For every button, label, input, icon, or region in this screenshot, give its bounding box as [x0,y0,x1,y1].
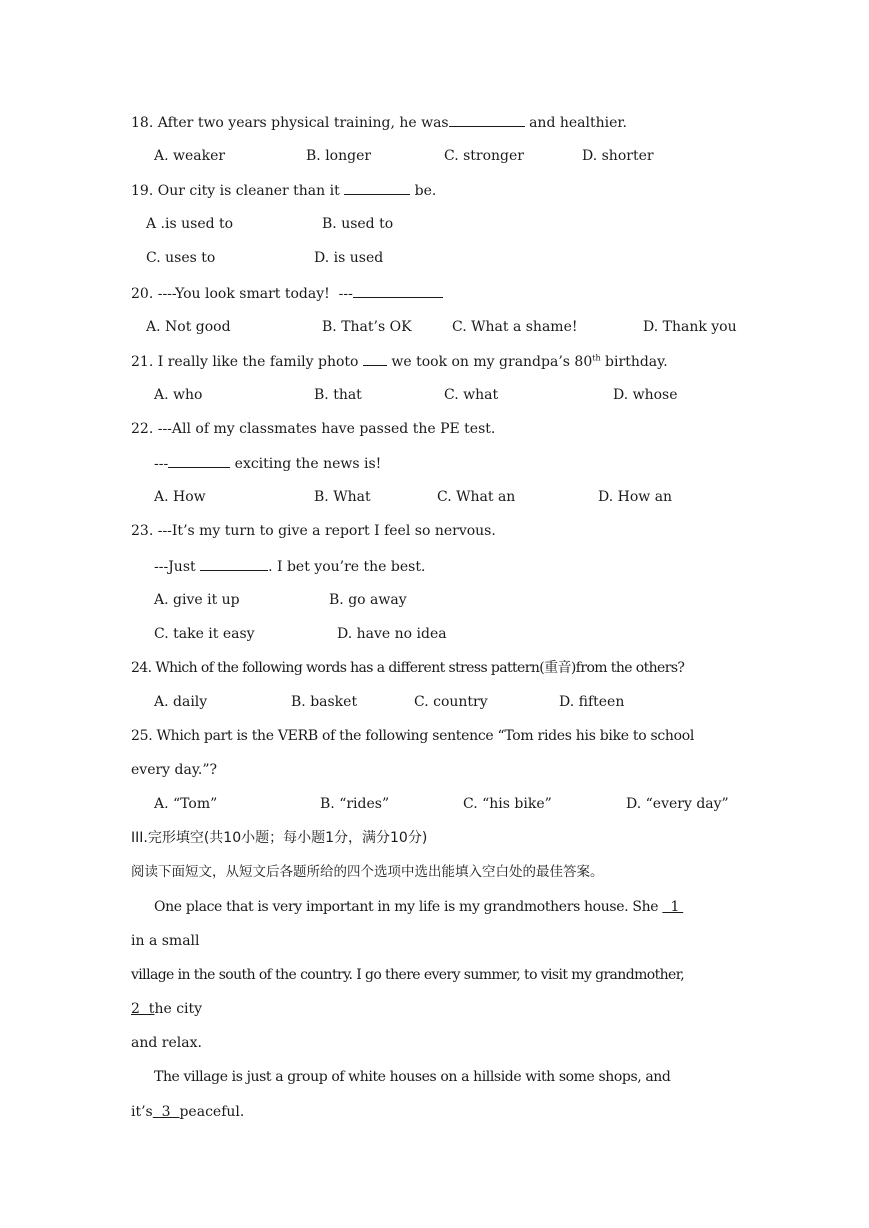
reply-text: exciting the news is! [230,456,382,472]
option: C. What a shame! [452,319,578,335]
option: C. stronger [444,148,525,164]
question-22-stem: 22. ---All of my classmates have passed the PE test. [131,421,496,437]
ordinal-suffix: th [592,353,601,363]
passage-text: One place that is very important in my life is my grandmothers house. She [154,899,663,915]
option: B. What [314,489,371,505]
option: D. have no idea [337,626,447,642]
question-25-stem: 25. Which part is the VERB of the following sentence “Tom rides his bike to school [131,728,695,744]
option: A. How [154,489,206,505]
option: A. daily [154,694,208,710]
question-19 [131,180,436,201]
question-18-stem-end: and healthier. [524,115,627,131]
option: A. “Tom” [154,796,218,812]
option: A. give it up [154,592,240,608]
cloze-blank-1: 1 [662,899,684,915]
passage-text: The village is just a group of white houses on a hillside with some shops, and [154,1069,671,1085]
question-21-stem-end: birthday. [600,354,668,370]
cloze-blank-3: 3 [152,1104,180,1120]
option: A. Not good [146,319,231,335]
question-19-stem: 19. Our city is cleaner than it [131,183,345,199]
passage-text: and relax. [131,1035,202,1051]
question-25 [131,726,694,746]
option: A. who [154,387,203,403]
question-22-reply [154,453,381,474]
reply-text-end: . I bet you’re the best. [268,559,426,575]
passage-text: he city [154,1001,203,1017]
question-20-stem: 20. ----You look smart today! --- [131,286,353,302]
passage-line [154,1067,670,1087]
question-21-stem-mid: we took on my grandpa’s 80 [386,354,593,370]
question-25-cont [131,760,217,780]
answer-blank [449,112,525,127]
answer-blank [344,180,410,195]
option: B. that [314,387,362,403]
option: D. Thank you [643,319,737,335]
question-22 [131,419,495,439]
passage-text: it’s [131,1104,153,1120]
section-instruction: 阅读下面短文，从短文后各题所给的四个选项中选出能填入空白处的最佳答案。 [131,864,604,880]
option: C. “his bike” [463,796,552,812]
question-21-stem: 21. I really like the family photo [131,354,363,370]
passage-text: peaceful. [179,1104,245,1120]
question-25-stem-end: every day.”? [131,762,218,778]
option: C. what [444,387,499,403]
passage-line [131,999,202,1019]
cloze-blank-2: 2 t [131,1001,155,1017]
question-23-reply [154,556,425,577]
passage-line [154,897,683,917]
passage-text: in a small [131,933,200,949]
answer-blank [363,351,387,366]
option: D. is used [314,250,384,266]
passage-text: village in the south of the country. I go there every summer, to visit my grandmother, [131,967,685,983]
option: B. used to [322,216,394,232]
option: D. “every day” [626,796,729,812]
passage-line [131,965,684,985]
question-23 [131,521,496,541]
question-21 [131,351,668,372]
option: D. shorter [582,148,654,164]
question-20 [131,283,443,304]
passage-line [131,1033,202,1053]
option: C. take it easy [154,626,255,642]
reply-dash: --- [154,456,169,472]
option: B. That’s OK [322,319,412,335]
option: B. longer [306,148,372,164]
option: D. whose [613,387,678,403]
option: D. How an [598,489,673,505]
answer-blank [168,453,230,468]
option: B. go away [329,592,407,608]
passage-line [131,1102,244,1122]
option: B. “rides” [320,796,390,812]
question-18-stem: 18. After two years physical training, he was [131,115,449,131]
option: A. weaker [154,148,226,164]
passage-line [131,931,200,951]
option: C. country [414,694,488,710]
option: B. basket [291,694,358,710]
question-24 [131,658,684,678]
option: A .is used to [146,216,234,232]
question-18 [131,112,627,133]
question-23-stem: 23. ---It’s my turn to give a report I feel so nervous. [131,523,496,539]
reply-text: ---Just [154,559,201,575]
answer-blank [200,556,268,571]
question-19-stem-end: be. [410,183,437,199]
option: C. What an [437,489,516,505]
answer-blank [353,283,443,298]
option: D. fifteen [559,694,625,710]
option: C. uses to [146,250,216,266]
question-24-stem: 24. Which of the following words has a different stress pattern(重音)from the others? [131,660,685,676]
section-heading: III.完形填空(共10小题；每小题1分，满分10分) [131,830,428,846]
